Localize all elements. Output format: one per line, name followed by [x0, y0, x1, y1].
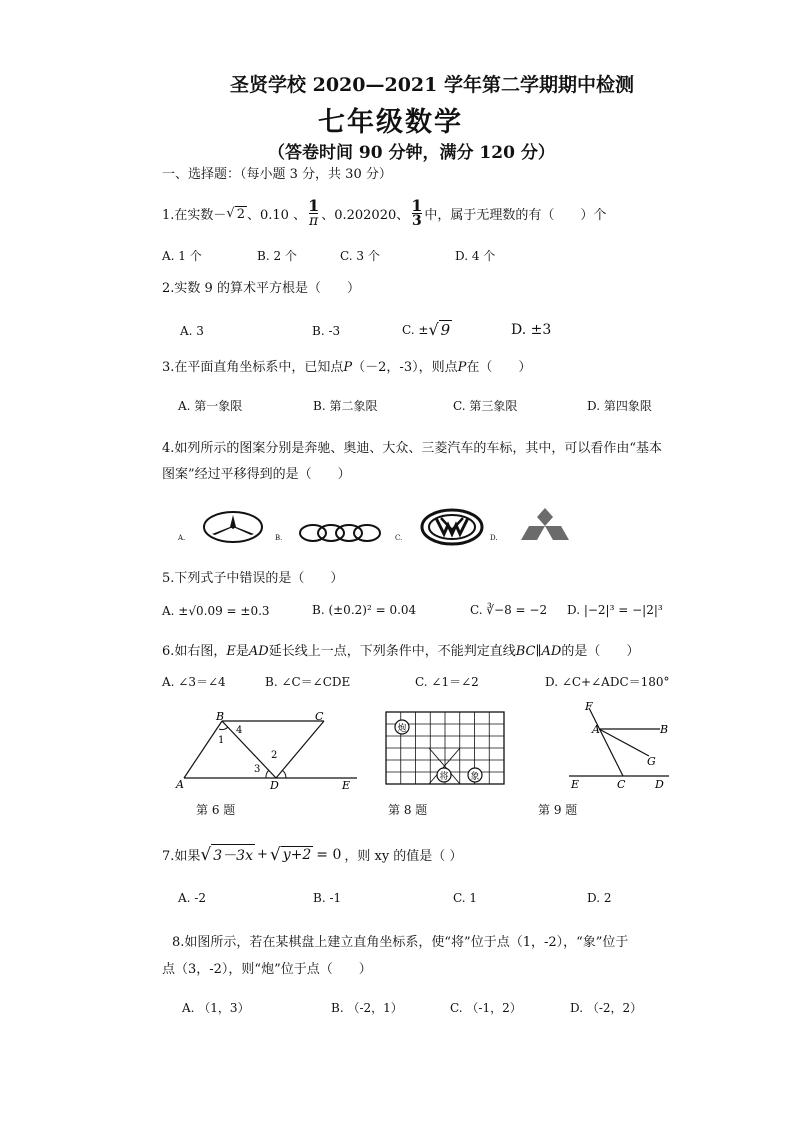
q7-option-d[interactable]: D. 2	[587, 891, 612, 905]
piece-xiang	[468, 768, 482, 782]
benz-logo-icon[interactable]	[202, 510, 264, 544]
school-title: 圣贤学校 2020—2021 学年第二学期期中检测	[230, 74, 634, 96]
fig9-caption: 第 9 题	[538, 803, 578, 817]
q1-prefix: 1.在实数	[162, 208, 214, 223]
fig6-label: C	[315, 710, 324, 723]
figure-8	[382, 708, 508, 788]
q8-option-c[interactable]: C. （-1，2）	[450, 1001, 522, 1015]
q6-option-c[interactable]: C. ∠1＝∠2	[415, 675, 479, 689]
q4-label-b[interactable]: B.	[275, 534, 283, 542]
sqrt-symbol: √	[269, 844, 281, 865]
q5-option-d[interactable]: D. |−2|³ = −|2|³	[567, 603, 663, 617]
question-3	[162, 356, 531, 375]
q5-option-c[interactable]: C. ∛−8 = −2	[470, 603, 548, 617]
fig9-label: G	[647, 755, 656, 768]
q1-option-a[interactable]: A. 1 个	[162, 249, 202, 263]
q3-option-a[interactable]: A. 第一象限	[178, 399, 243, 413]
time-note: （答卷时间 90 分钟，满分 120 分）	[268, 143, 555, 163]
q5-option-b[interactable]: B. (±0.2)² = 0.04	[312, 603, 417, 617]
q4-label-d[interactable]: D.	[490, 534, 498, 542]
q7-rad1: 3－3x	[211, 844, 255, 865]
fig9-label: E	[571, 778, 580, 791]
fig9-label: D	[655, 778, 664, 791]
fig9-label: B	[660, 723, 669, 736]
frac-num: 1	[308, 196, 320, 215]
fig8-caption: 第 8 题	[388, 803, 428, 817]
line-cd	[276, 721, 324, 778]
q1-option-d[interactable]: D. 4 个	[455, 249, 496, 263]
q1-sqrt2: 2	[236, 206, 245, 222]
fig6-label: 1	[218, 735, 225, 746]
question-1	[162, 198, 606, 229]
q3-stem-c: 在（ ）	[466, 360, 532, 375]
fig6-label: D	[270, 779, 279, 792]
line-bd	[222, 721, 276, 778]
q3-point: P	[343, 360, 353, 375]
fig6-label: E	[342, 779, 351, 792]
question-5: 5.下列式子中错误的是（ ）	[162, 571, 344, 586]
piece-jiang-label: 将	[439, 772, 449, 782]
fig6-label: 4	[236, 725, 243, 736]
vw-logo-icon[interactable]	[420, 508, 484, 546]
exam-title: 七年级数学	[318, 107, 463, 138]
q1-option-b[interactable]: B. 2 个	[257, 249, 297, 263]
q6-stem-d: 的是（ ）	[561, 644, 640, 659]
piece-pao-label: 炮	[397, 724, 407, 734]
q3-option-d[interactable]: D. 第四象限	[587, 399, 652, 413]
fig6-label: B	[216, 710, 225, 723]
sqrt-symbol: √	[428, 320, 439, 339]
line-ab	[184, 721, 225, 778]
fig6-label: 3	[254, 764, 261, 775]
q8-option-d[interactable]: D. （-2，2）	[570, 1001, 643, 1015]
q8-option-a[interactable]: A. （1，3）	[182, 1001, 250, 1015]
q6-e: E	[226, 644, 236, 659]
q7-rad2: y+2	[282, 847, 312, 863]
question-2: 2.实数 9 的算术平方根是（ ）	[162, 281, 360, 296]
fig6-label: 2	[271, 750, 278, 761]
fig9-label: C	[617, 778, 626, 791]
audi-logo-icon[interactable]	[298, 522, 382, 544]
q7-option-b[interactable]: B. -1	[313, 891, 342, 905]
q6-bcad: BC∥AD	[515, 644, 562, 659]
q7-eq: = 0	[316, 846, 342, 863]
q1-suffix: 中，属于无理数的有（ ）个	[424, 208, 607, 223]
q4-label-c[interactable]: C.	[395, 534, 403, 542]
section-title: 一、选择题：（每小题 3 分，共 30 分）	[162, 167, 392, 182]
sqrt-symbol: √	[200, 844, 212, 865]
q6-stem-c: 延长线上一点，下列条件中，不能判定直线	[268, 644, 516, 659]
q7-stem-a: 7.如果	[162, 849, 201, 864]
frac-den: 3	[411, 213, 422, 229]
q7-option-c[interactable]: C. 1	[453, 891, 478, 905]
q6-stem-b: 是	[235, 644, 249, 659]
q2-option-c[interactable]	[402, 320, 452, 339]
q5-option-a[interactable]: A. ±√0.09 = ±0.3	[162, 604, 270, 618]
q6-ad: AD	[248, 644, 269, 659]
q6-option-d[interactable]: D. ∠C+∠ADC＝180°	[545, 675, 670, 689]
fig9-label: F	[585, 700, 593, 713]
q2-option-d[interactable]: D. ±3	[511, 322, 552, 338]
q6-option-a[interactable]: A. ∠3＝∠4	[162, 675, 226, 689]
fig6-caption: 第 6 题	[196, 803, 236, 817]
q3-option-c[interactable]: C. 第三象限	[453, 399, 518, 413]
q1-option-c[interactable]: C. 3 个	[340, 249, 380, 263]
q1-neg: －	[213, 208, 227, 223]
question-4-line1: 4.如列所示的图案分别是奔驰、奥迪、大众、三菱汽车的车标，其中，可以看作由“基本	[162, 441, 663, 456]
q3-point2: P	[457, 360, 467, 375]
q7-plus: +	[256, 847, 268, 862]
q6-stem-a: 6.如右图，	[162, 644, 227, 659]
figure-9	[563, 698, 673, 794]
q3-stem-b: （－2，-3），则点	[352, 360, 458, 375]
q2-option-a[interactable]: A. 3	[180, 324, 204, 338]
q3-option-b[interactable]: B. 第二象限	[313, 399, 378, 413]
piece-jiang	[437, 768, 451, 782]
opt-c-rad: 9	[440, 321, 451, 339]
option-c-label: C. ±	[402, 322, 429, 337]
q1-frac-pi	[308, 198, 319, 229]
q2-option-b[interactable]: B. -3	[312, 324, 341, 338]
mitsubishi-logo-icon[interactable]	[510, 506, 580, 542]
fig6-label: A	[176, 778, 184, 791]
q7-stem-b: ，则 xy 的值是（ ）	[344, 849, 463, 864]
q8-option-b[interactable]: B. （-2，1）	[331, 1001, 403, 1015]
q3-stem-a: 3.在平面直角坐标系中，已知点	[162, 360, 344, 375]
question-4-line2: 图案”经过平移得到的是（ ）	[162, 467, 351, 482]
q1-mid2: 、0.202020、	[321, 208, 410, 223]
q1-mid: 、0.10 、	[247, 208, 307, 223]
piece-pao	[395, 720, 409, 734]
question-7	[162, 844, 462, 865]
question-8-line1: 8.如图所示，若在某棋盘上建立直角坐标系，使“将”位于点（1，-2），“象”位于	[172, 935, 629, 950]
figure-6	[172, 708, 362, 792]
fig9-label: A	[592, 723, 600, 736]
question-6	[162, 640, 639, 659]
question-8-line2: 点（3，-2），则“炮”位于点（ ）	[162, 962, 372, 977]
q6-option-b[interactable]: B. ∠C＝∠CDE	[265, 675, 351, 689]
sqrt-symbol: √	[226, 206, 235, 221]
q1-frac-third	[411, 198, 422, 229]
frac-den: π	[309, 213, 319, 229]
q7-option-a[interactable]: A. -2	[178, 891, 206, 905]
frac-num: 1	[411, 196, 423, 215]
line-fc	[589, 708, 623, 776]
piece-xiang-label: 象	[470, 772, 480, 782]
q4-label-a[interactable]: A.	[178, 534, 186, 542]
